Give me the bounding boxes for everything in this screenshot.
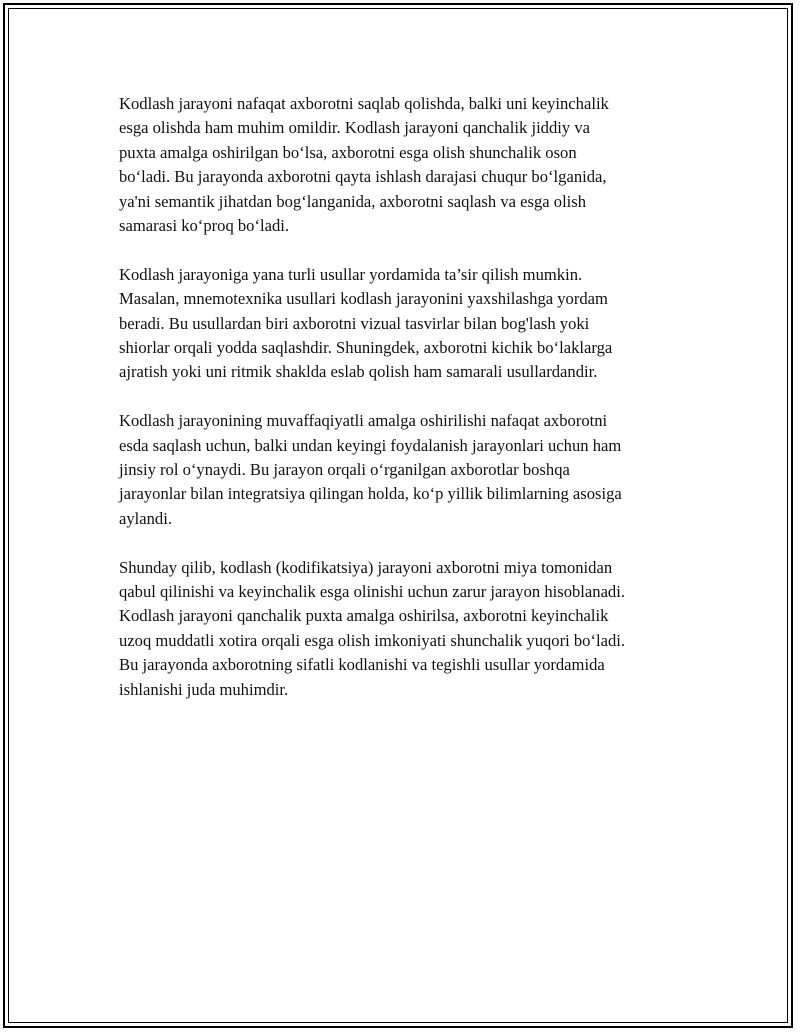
text-line: puxta amalga oshirilgan bo‘lsa, axborotni esga olish shunchalik oson — [119, 142, 577, 162]
text-line: Bu jarayonda axborotning sifatli kodlanishi va tegishli usullar yordamida — [119, 655, 605, 675]
text-line: uzoq muddatli xotira orqali esga olish imkoniyati shunchalik yuqori bo‘ladi. — [119, 630, 626, 650]
text-line: ya'ni semantik jihatdan bog‘langanida, axborotni saqlash va esga olish — [119, 191, 587, 211]
text-line: ajratish yoki uni ritmik shaklda eslab qolish ham samarali usullardandir. — [119, 362, 598, 382]
text-line: Kodlash jarayoni nafaqat axborotni saqlab qolishda, balki uni keyinchalik — [119, 94, 609, 113]
text-line: Kodlash jarayoniga yana turli usullar yordamida ta’sir qilish mumkin. — [119, 264, 583, 284]
text-line: Kodlash jarayoni qanchalik puxta amalga oshirilsa, axborotni keyinchalik — [119, 606, 609, 626]
text-line: bo‘ladi. Bu jarayonda axborotni qayta ishlash darajasi chuqur bo‘lganida, — [119, 167, 607, 187]
text-line: Shunday qilib, kodlash (kodifikatsiya) jarayoni axborotni miya tomonidan — [119, 557, 613, 577]
text-line: esda saqlash uchun, balki undan keyingi foydalanish jarayonlari uchun ham — [119, 435, 622, 455]
paragraph-2 — [119, 263, 679, 385]
text-line: samarasi ko‘proq bo‘ladi. — [119, 216, 290, 236]
text-line: beradi. Bu usullardan biri axborotni vizual tasvirlar bilan bog'lash yoki — [119, 313, 590, 333]
text-line: esga olishda ham muhim omildir. Kodlash jarayoni qanchalik jiddiy va — [119, 118, 590, 138]
text-line: qabul qilinishi va keyinchalik esga olinishi uchun zarur jarayon hisoblanadi. — [119, 582, 625, 602]
text-line: aylandi. — [119, 508, 172, 528]
paragraph-1 — [119, 92, 679, 238]
document-body — [119, 92, 679, 727]
text-line: ishlanishi juda muhimdir. — [119, 679, 289, 699]
paragraph-4 — [119, 556, 679, 702]
text-line: shiorlar orqali yodda saqlashdir. Shuningdek, axborotni kichik bo‘laklarga — [119, 338, 613, 358]
paragraph-3 — [119, 409, 679, 531]
text-line: Kodlash jarayonining muvaffaqiyatli amalga oshirilishi nafaqat axborotni — [119, 411, 608, 431]
text-line: Masalan, mnemotexnika usullari kodlash jarayonini yaxshilashga yordam — [119, 289, 608, 309]
text-line: jarayonlar bilan integratsiya qilingan holda, ko‘p yillik bilimlarning asosiga — [119, 484, 622, 504]
text-line: jinsiy rol o‘ynaydi. Bu jarayon orqali o‘rganilgan axborotlar boshqa — [119, 460, 570, 480]
